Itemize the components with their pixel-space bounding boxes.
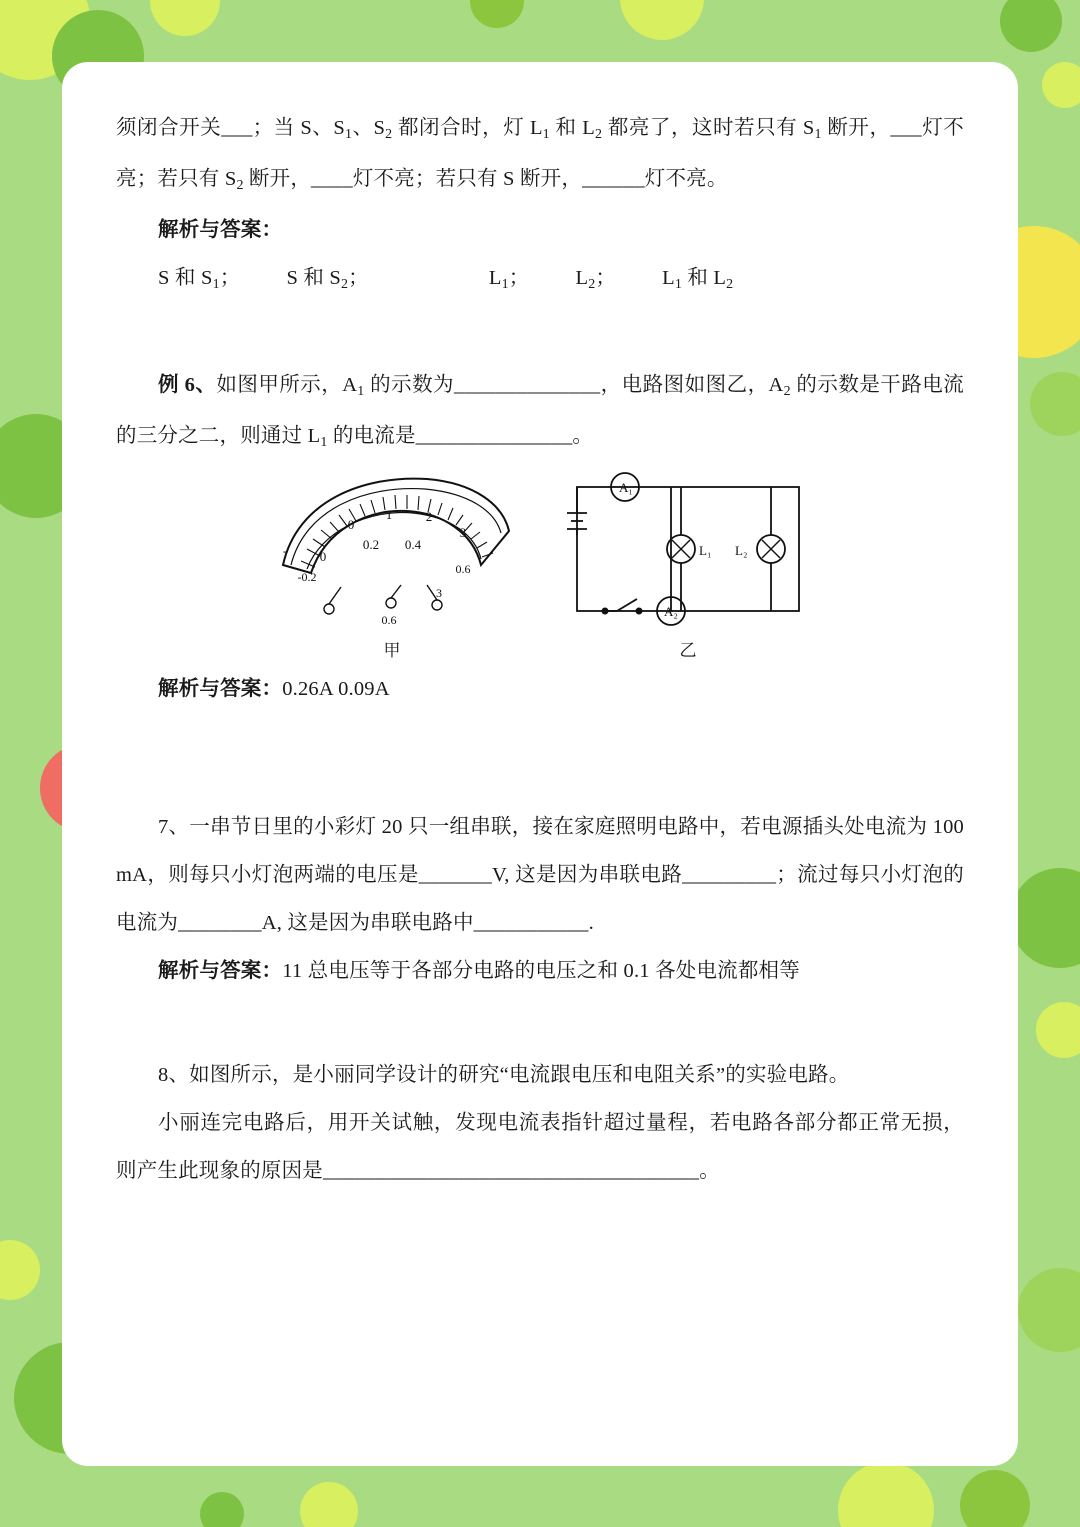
- svg-text:3: 3: [436, 586, 442, 600]
- svg-text:0.2: 0.2: [362, 537, 380, 552]
- decorative-circle: [0, 1240, 40, 1300]
- label-a2: A₂: [664, 604, 678, 619]
- answer-7-content: 11 总电压等于各部分电路的电压之和 0.1 各处电流都相等: [282, 960, 800, 982]
- answer-label-5: 解析与答案：: [158, 219, 283, 241]
- spacer: [116, 769, 964, 803]
- document-body: [116, 104, 964, 1195]
- decorative-circle: [300, 1482, 358, 1527]
- figure-right-caption: 乙: [679, 641, 697, 660]
- svg-text:0.4: 0.4: [404, 537, 422, 552]
- decorative-circle: [1030, 372, 1080, 436]
- label-a1: A₁: [619, 480, 633, 495]
- figure-left-ammeter: [267, 469, 517, 661]
- answer-6-content: 0.26A 0.09A: [282, 678, 390, 700]
- document-sheet: [62, 62, 1018, 1466]
- decorative-circle: [150, 0, 220, 36]
- answer-label-6: 解析与答案：: [158, 678, 283, 700]
- example-6: 例 6、如图甲所示，$A_1$ 的示数为______________，电路图如图乙，$A_2$ 的示数是干路电流的三分之二，则通过 $L_1$ 的电流是_______________。: [116, 374, 964, 450]
- question-7: [116, 803, 964, 947]
- svg-text:0: 0: [319, 549, 327, 564]
- label-l1: L₁: [699, 543, 712, 558]
- answer-7: [116, 947, 964, 995]
- decorative-circle: [200, 1492, 244, 1527]
- question-8-paragraph-2: 小丽连完电路后，用开关试触，发现电流表指针超过量程，若电路各部分都正常无损，则产生此现象的原因是____________________________________。: [116, 1112, 964, 1182]
- question-7-text: 一串节日里的小彩灯 20 只一组串联，接在家庭照明电路中，若电源插头处电流为 100 mA，则每只小灯泡两端的电压是_______V, 这是因为串联电路_________；流过每只小灯泡的电流为________A, 这是因为串联电路中___________.: [116, 816, 964, 934]
- decorative-circle: [620, 0, 704, 40]
- example-6-label: 例 6、: [158, 374, 217, 396]
- decorative-circle: [1036, 1002, 1080, 1058]
- question-8-text: 如图所示，是小丽同学设计的研究“电流跟电压和电阻关系”的实验电路。: [189, 1064, 850, 1086]
- figure-left-caption: 甲: [383, 641, 401, 660]
- svg-text:-0.2: -0.2: [297, 570, 317, 584]
- svg-text:3: 3: [459, 525, 467, 540]
- question-7-label: 7、: [158, 816, 190, 838]
- spacer: [116, 713, 964, 769]
- decorative-circle: [1042, 62, 1080, 108]
- spacer: [116, 305, 964, 361]
- svg-text:-: -: [282, 543, 288, 558]
- ammeter-diagram: [267, 469, 517, 639]
- svg-text:1: 1: [385, 507, 393, 522]
- decorative-circle: [1010, 868, 1080, 968]
- answer-5-content: S 和 $S_1$； S 和 $S_2$； $L_1$； $L_2$； $L_1$ 和 $L_2$: [158, 267, 734, 292]
- decorative-circle: [1018, 1268, 1080, 1352]
- label-l2: L₂: [735, 543, 748, 558]
- svg-text:0: 0: [347, 517, 355, 532]
- decorative-circle: [960, 1470, 1030, 1527]
- question-5-continuation: 须闭合开关___；当 S、$S_1$、$S_2$ 都闭合时，灯 $L_1$ 和 $L_2$ 都亮了，这时若只有 $S_1$ 断开，___灯不亮；若只有 $S_2$ 断开，____灯不亮；若只有 S 断开，______灯不亮。: [116, 117, 964, 193]
- answer-6: [116, 665, 964, 713]
- svg-text:2: 2: [425, 509, 433, 524]
- circuit-diagram: [563, 469, 813, 639]
- figure-ammeter-and-circuit: [116, 469, 964, 661]
- svg-text:0.6: 0.6: [381, 613, 397, 627]
- question-8: [116, 1051, 964, 1099]
- decorative-circle: [1000, 0, 1062, 52]
- decorative-circle: [838, 1462, 934, 1527]
- figure-right-circuit: [563, 469, 813, 661]
- svg-text:0.6: 0.6: [455, 562, 471, 576]
- spacer: [116, 995, 964, 1051]
- question-8-label: 8、: [158, 1064, 190, 1086]
- answer-label-7: 解析与答案：: [158, 960, 283, 982]
- decorative-circle: [470, 0, 524, 28]
